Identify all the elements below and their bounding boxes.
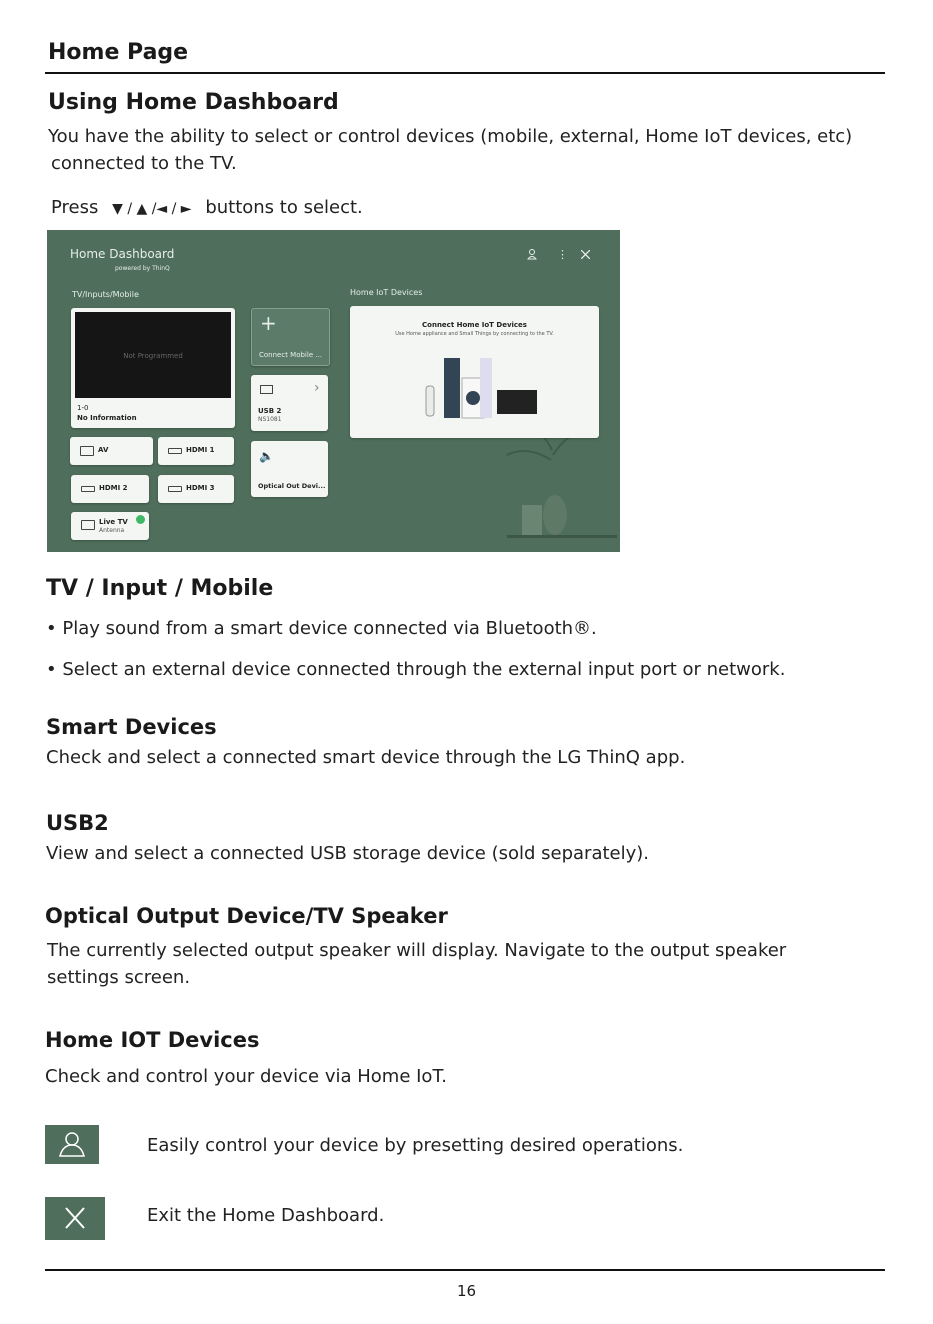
dash-powered: powered by ThinQ <box>115 265 170 272</box>
channel-info: No Information <box>77 414 137 422</box>
press-suffix: buttons to select. <box>205 197 363 218</box>
livetv-label: Live TV <box>99 518 128 526</box>
exit-icon-swatch <box>45 1197 105 1240</box>
hdmi-icon <box>168 486 182 492</box>
preview-text: Not Programmed <box>123 352 183 360</box>
optical-label: Optical Out Devi... <box>258 482 326 490</box>
page-title: Home Page <box>48 40 189 65</box>
iot-connect-card[interactable] <box>350 306 599 438</box>
footer-rule <box>45 1269 885 1271</box>
connect-mobile-label: Connect Mobile ... <box>259 351 323 359</box>
tv-bullet-1: • Play sound from a smart device connected via Bluetooth®. <box>46 618 597 639</box>
header-rule <box>45 72 885 74</box>
using-line1: You have the ability to select or control devices (mobile, external, Home IoT devices, etc) <box>48 126 853 147</box>
chevron-right-icon: › <box>314 380 320 396</box>
smart-heading: Smart Devices <box>46 715 217 739</box>
av-icon <box>80 446 94 456</box>
input-av-button[interactable] <box>70 437 153 465</box>
iot-title: Connect Home IoT Devices <box>422 321 527 329</box>
home-dashboard-screenshot <box>47 230 620 552</box>
page-number: 16 <box>456 1282 477 1300</box>
optical-card[interactable] <box>251 441 328 497</box>
arrow-keys-icon: ▼ / ▲ /◄ / ► <box>112 201 192 217</box>
smart-text: Check and select a connected smart device through the LG ThinQ app. <box>46 747 686 768</box>
usb-text: View and select a connected USB storage device (sold separately). <box>46 843 649 864</box>
using-heading: Using Home Dashboard <box>48 90 339 115</box>
profile-desc: Easily control your device by presetting desired operations. <box>147 1135 684 1156</box>
profile-icon <box>45 1125 99 1164</box>
more-icon[interactable]: ⋮ <box>557 248 568 261</box>
usb-card[interactable] <box>251 375 328 431</box>
optical-line1: The currently selected output speaker will display. Navigate to the output speaker <box>47 940 787 961</box>
speaker-icon: 🔈 <box>259 449 274 463</box>
exit-desc: Exit the Home Dashboard. <box>147 1205 385 1226</box>
optical-line2: settings screen. <box>47 967 191 988</box>
hdmi-icon <box>168 448 182 454</box>
input-hdmi3-button[interactable] <box>158 475 234 503</box>
iot-sub: Use Home appliance and Small Things by connecting to the TV. <box>395 331 554 337</box>
dash-right-section: Home IoT Devices <box>350 288 423 297</box>
using-line2: connected to the TV. <box>51 153 237 174</box>
iot-text: Check and control your device via Home IoT. <box>45 1066 448 1087</box>
hdmi3-label: HDMI 3 <box>186 484 215 492</box>
plus-icon: + <box>260 311 277 335</box>
connect-mobile-card[interactable] <box>251 308 330 366</box>
input-hdmi1-button[interactable] <box>158 437 234 465</box>
tv-input-heading: TV / Input / Mobile <box>46 576 274 601</box>
tv-preview-screen <box>75 312 231 398</box>
appliances-icon <box>422 350 537 420</box>
usb-icon <box>260 385 273 394</box>
iot-heading: Home IOT Devices <box>45 1028 260 1052</box>
dash-left-section: TV/Inputs/Mobile <box>72 290 139 299</box>
close-icon <box>45 1197 105 1240</box>
input-hdmi2-button[interactable] <box>71 475 149 503</box>
hdmi-icon <box>81 486 95 492</box>
hdmi2-label: HDMI 2 <box>99 484 128 492</box>
tv-icon <box>81 520 95 530</box>
optical-heading: Optical Output Device/TV Speaker <box>45 904 448 928</box>
selected-check-icon <box>136 515 145 524</box>
usb-label: USB 2 <box>258 407 282 415</box>
tv-preview-card[interactable] <box>71 308 235 428</box>
hdmi1-label: HDMI 1 <box>186 446 215 454</box>
tv-bullet-2: • Select an external device connected through the external input port or network. <box>46 659 786 680</box>
press-instruction <box>51 194 363 223</box>
channel-number: 1-0 <box>77 404 89 412</box>
profile-icon-swatch <box>45 1125 99 1164</box>
usb-heading: USB2 <box>46 811 109 835</box>
close-icon[interactable] <box>581 250 590 259</box>
profile-icon[interactable] <box>527 249 537 260</box>
dash-title: Home Dashboard <box>70 247 175 261</box>
livetv-sub: Antenna <box>99 527 125 534</box>
input-livetv-button[interactable] <box>71 512 149 540</box>
av-label: AV <box>98 446 109 454</box>
press-label: Press <box>51 197 99 218</box>
usb-sub: NS1081 <box>258 416 282 423</box>
